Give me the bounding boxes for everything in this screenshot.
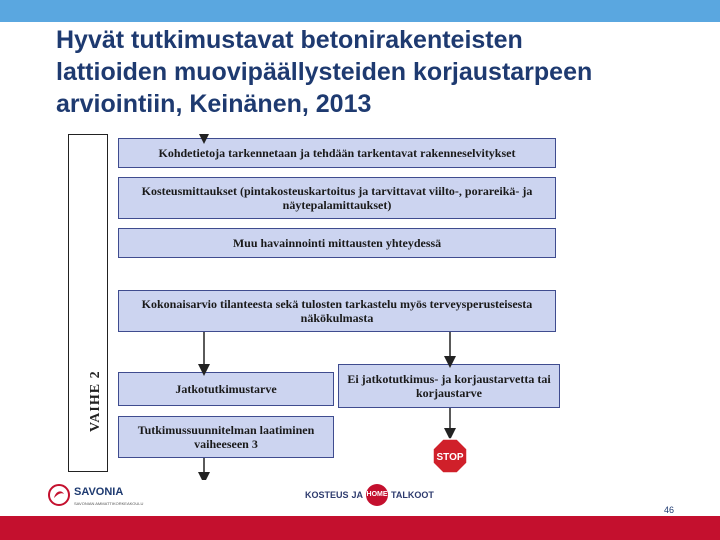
kosteus-ja-home-talkoot-logo xyxy=(305,484,434,506)
step-2-box: Kosteusmittaukset (pintakosteuskartoitus ja tarvittavat viilto-, porareikä- ja näytepalamittaukset) xyxy=(118,177,556,219)
process-diagram xyxy=(66,134,562,480)
title-line-1: Hyvät tutkimustavat betonirakenteisten xyxy=(56,26,523,54)
step-1-box: Kohdetietoja tarkennetaan ja tehdään tarkentavat rakenneselvitykset xyxy=(118,138,556,168)
page-number: 46 xyxy=(664,505,675,515)
home-badge: HOME xyxy=(366,484,388,506)
top-accent-bar xyxy=(0,0,720,22)
savonia-subtitle: SAVONIAN AMMATTIKORKEAKOULU xyxy=(74,501,144,506)
step-3-box: Muu havainnointi mittausten yhteydessä xyxy=(118,228,556,258)
step-5-box: Jatkotutkimustarve xyxy=(118,372,334,406)
savonia-name: SAVONIA xyxy=(74,486,124,498)
stop-sign-icon xyxy=(432,438,468,474)
title-line-3: arviointiin, Keinänen, 2013 xyxy=(56,90,372,118)
step-7-box: Tutkimussuunnitelman laatiminen vaiheeseen 3 xyxy=(118,416,334,458)
page-title xyxy=(56,24,706,120)
talkoot-text: TALKOOT xyxy=(391,490,434,500)
stop-sign-text: STOP xyxy=(436,452,464,463)
bottom-accent-bar xyxy=(0,516,720,540)
step-6-box: Ei jatkotutkimus- ja korjaustarvetta tai korjaustarve xyxy=(338,364,560,408)
phase-label: VAIHE 2 xyxy=(88,370,103,432)
kosteus-text: KOSTEUS xyxy=(305,490,349,500)
title-line-2: lattioiden muovipäällysteiden korjaustarpeen xyxy=(56,58,593,86)
flow-arrows xyxy=(66,134,562,480)
step-4-box: Kokonaisarvio tilanteesta sekä tulosten tarkastelu myös terveysperusteisesta näkökulmasta xyxy=(118,290,556,332)
savonia-logo-icon xyxy=(48,484,70,506)
ja-text: JA xyxy=(351,490,364,500)
